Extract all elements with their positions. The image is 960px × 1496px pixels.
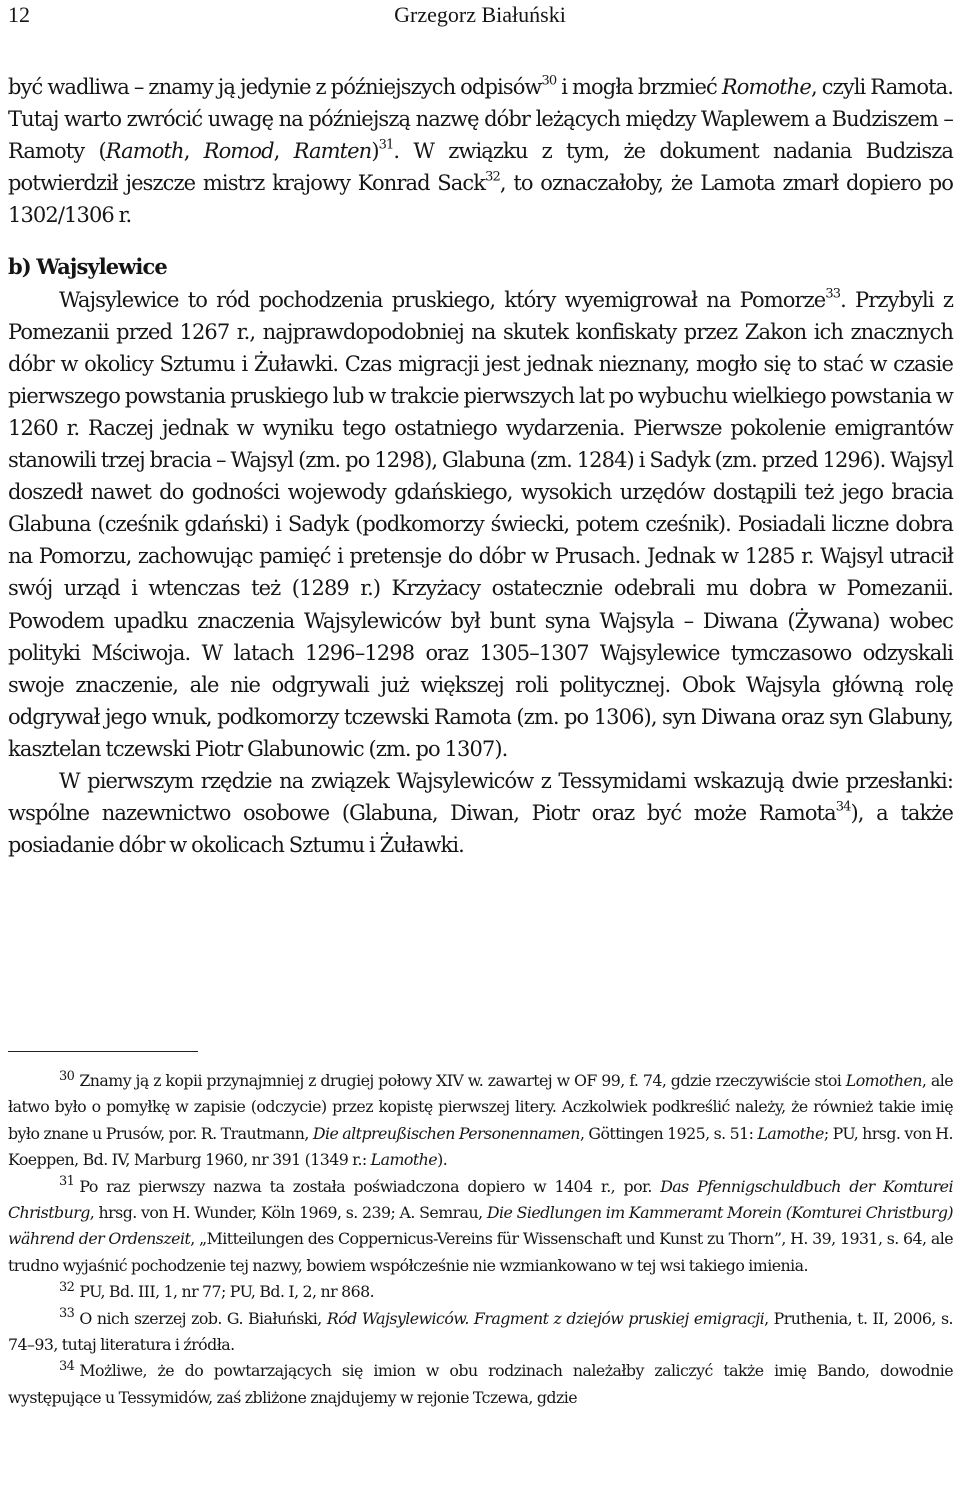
- italic-run: Die Siedlungen im Kammeramt Morein (Komturei Christburg) während der Ordenszeit: [8, 1203, 953, 1249]
- footnote-ref-34[interactable]: 34: [835, 799, 851, 815]
- paragraph-2: [8, 284, 953, 765]
- text-run: O nich szerzej zob. G. Białuński,: [79, 1308, 327, 1328]
- footnote-number: 30: [59, 1068, 75, 1084]
- text-run: . W związku z tym, że dokument nadania Budzisza potwierdził jeszcze mistrz krajowy Konrad Sack: [8, 139, 953, 196]
- footnote-ref-33[interactable]: 33: [825, 286, 841, 302]
- footnote-30: [8, 1068, 953, 1174]
- text-run: ), a także posiadanie dóbr w okolicach Sztumu i Żuławki.: [8, 801, 953, 858]
- text-run: . Przybyli z Pomezanii przed 1267 r., najprawdopodobniej na skutek konfiskaty przez Zakon ich znacznych dóbr w okolicy Sztumu i Żuławki. Czas migracji jest jednak nieznany, mogło się to stać w czasie pierwszego powstania pruskiego lub w trakcie pierwszych lat po wybuchu wielkiego powstania w 1260 r. Raczej jednak w wyniku tego ostatniego wydarzenia. Pierwsze pokolenie emigrantów stanowili trzej bracia – Wajsyl (zm. po 1298), Glabuna (zm. 1284) i Sadyk (zm. przed 1296). Wajsyl doszedł nawet do godności wojewody gdańskiego, wysokich urzędów dostąpili też jego bracia Glabuna (cześnik gdański) i Sadyk (podkomorzy świecki, potem cześnik). Posiadali liczne dobra na Pomorzu, zachowując pamięć i pretensje do dóbr w Prusach. Jednak w 1285 r. Wajsyl utracił swój urząd i wtenczas też (1289 r.) Krzyżacy ostatecznie odebrali mu dobra w Pomezanii. Powodem upadku znaczenia Wajsylewiców był bunt syna Wajsyla – Diwana (Żywana) wobec polityki Mściwoja. W latach 1296–1298 oraz 1305–1307 Wajsylewice tymczasowo odzyskali swoje znaczenie, ale nie odgrywali już większej roli politycznej. Obok Wajsyla główną rolę odgrywał jego wnuk, podkomorzy tczewski Ramota (zm. po 1306), syn Diwana oraz syn Glabuny, kasztelan tczewski Piotr Glabunowic (zm. po 1307).: [8, 287, 953, 761]
- text-run: , Göttingen 1925, s. 51:: [579, 1123, 758, 1143]
- text-run: ): [371, 139, 379, 164]
- running-header-author: Grzegorz Białuński: [394, 2, 566, 27]
- italic-run: Ramten: [293, 139, 372, 164]
- text-run: ).: [437, 1150, 448, 1170]
- italic-run: Romothe: [721, 75, 811, 99]
- italic-run: Lomothen: [845, 1071, 922, 1090]
- running-header: [8, 2, 952, 32]
- text-run: Po raz pierwszy nazwa ta została poświadczona dopiero w 1404 r., por.: [79, 1176, 661, 1196]
- page-number: 12: [8, 2, 30, 27]
- footnote-number: 33: [59, 1306, 75, 1322]
- text-run: ; PU, hrsg. von H. Koeppen, Bd. IV, Marburg 1960, nr 391 (1349 r.:: [8, 1123, 954, 1170]
- footnote-number: 34: [59, 1359, 75, 1374]
- section-heading: b) Wajsylewice: [8, 254, 167, 280]
- text-run: i mogła brzmieć: [556, 75, 722, 99]
- footnote-31: [8, 1174, 953, 1280]
- footnotes: [8, 1068, 953, 1411]
- text-run: Możliwe, że do powtarzających się imion w obu rodzinach należałby zaliczyć także imię Bando, dowodnie występujące u Tessymidów, zaś zbliżone znajdujemy w rejonie Tczewa, gdzie: [8, 1361, 953, 1407]
- footnote-34: [8, 1358, 953, 1411]
- paragraph-1: [8, 71, 953, 231]
- text-run: , czyli Ramota. Tutaj warto zwrócić uwagę na późniejszą nazwę dóbr leżących między Waplewem a Budziszem – Ramoty (: [8, 75, 953, 164]
- text-run: , „Mitteilungen des Coppernicus-Vereins für Wissenschaft und Kunst zu Thorn”, H. 39, 1931, s. 64, ale trudno wyjaśnić pochodzenie tej nazwy, bowiem współcześnie nie wzmiankowano w tej wsi takiego imienia.: [8, 1229, 954, 1275]
- text-run: Znamy ją z kopii przynajmniej z drugiej połowy XIV w. zawartej w OF 99, f. 74, gdzie rzeczywiście stoi: [79, 1071, 846, 1090]
- text-run: , Pruthenia, t. II, 2006, s. 74–93, tutaj literatura i źródła.: [8, 1308, 953, 1355]
- italic-run: Lamothe: [757, 1123, 824, 1143]
- footnote-number: 32: [59, 1279, 75, 1295]
- italic-run: Lamothe: [370, 1150, 438, 1170]
- footnote-33: [8, 1306, 953, 1359]
- text-run: PU, Bd. III, 1, nr 77; PU, Bd. I, 2, nr 868.: [79, 1282, 375, 1302]
- footnote-separator: [8, 1051, 198, 1052]
- text-run: , to oznaczałoby, że Lamota zmarł dopiero po 1302/1306 r.: [8, 171, 954, 228]
- italic-run: Romod: [203, 139, 274, 164]
- text-run: ,: [273, 139, 294, 164]
- footnote-ref-30[interactable]: 30: [541, 73, 557, 89]
- main-text: [8, 71, 953, 861]
- italic-run: Ród Wajsylewiców. Fragment z dziejów pruskiej emigracji: [326, 1308, 765, 1328]
- footnote-ref-32[interactable]: 32: [485, 169, 500, 185]
- italic-run: Die altpreußischen Personennamen: [312, 1123, 580, 1143]
- text-run: Wajsylewice to ród pochodzenia pruskiego, który wyemigrował na Pomorze: [59, 287, 826, 312]
- paragraph-3: [8, 765, 953, 861]
- text-run: , ale łatwo było o pomyłkę w zapisie (odczycie) przez kopistę pierwszej litery. Aczkolwiek podkreślić należy, że również takie imię było znane u Prusów, por. R. Trautmann,: [8, 1071, 953, 1143]
- text-run: być wadliwa – znamy ją jedynie z późniejszych odpisów: [8, 75, 542, 99]
- text-run: W pierwszym rzędzie na związek Wajsylewiców z Tessymidami wskazują dwie przesłanki: wspólne nazewnictwo osobowe (Glabuna, Diwan, Piotr oraz być może Ramota: [8, 768, 953, 826]
- italic-run: Ramoth: [105, 139, 184, 164]
- footnote-ref-31[interactable]: 31: [378, 137, 394, 153]
- footnote-32: [8, 1279, 953, 1305]
- italic-run: Das Pfennigschuldbuch der Komturei Christburg: [8, 1176, 953, 1223]
- footnote-number: 31: [59, 1174, 75, 1190]
- text-run: ,: [183, 139, 204, 164]
- text-run: , hrsg. von H. Wunder, Köln 1969, s. 239; A. Semrau,: [89, 1203, 487, 1223]
